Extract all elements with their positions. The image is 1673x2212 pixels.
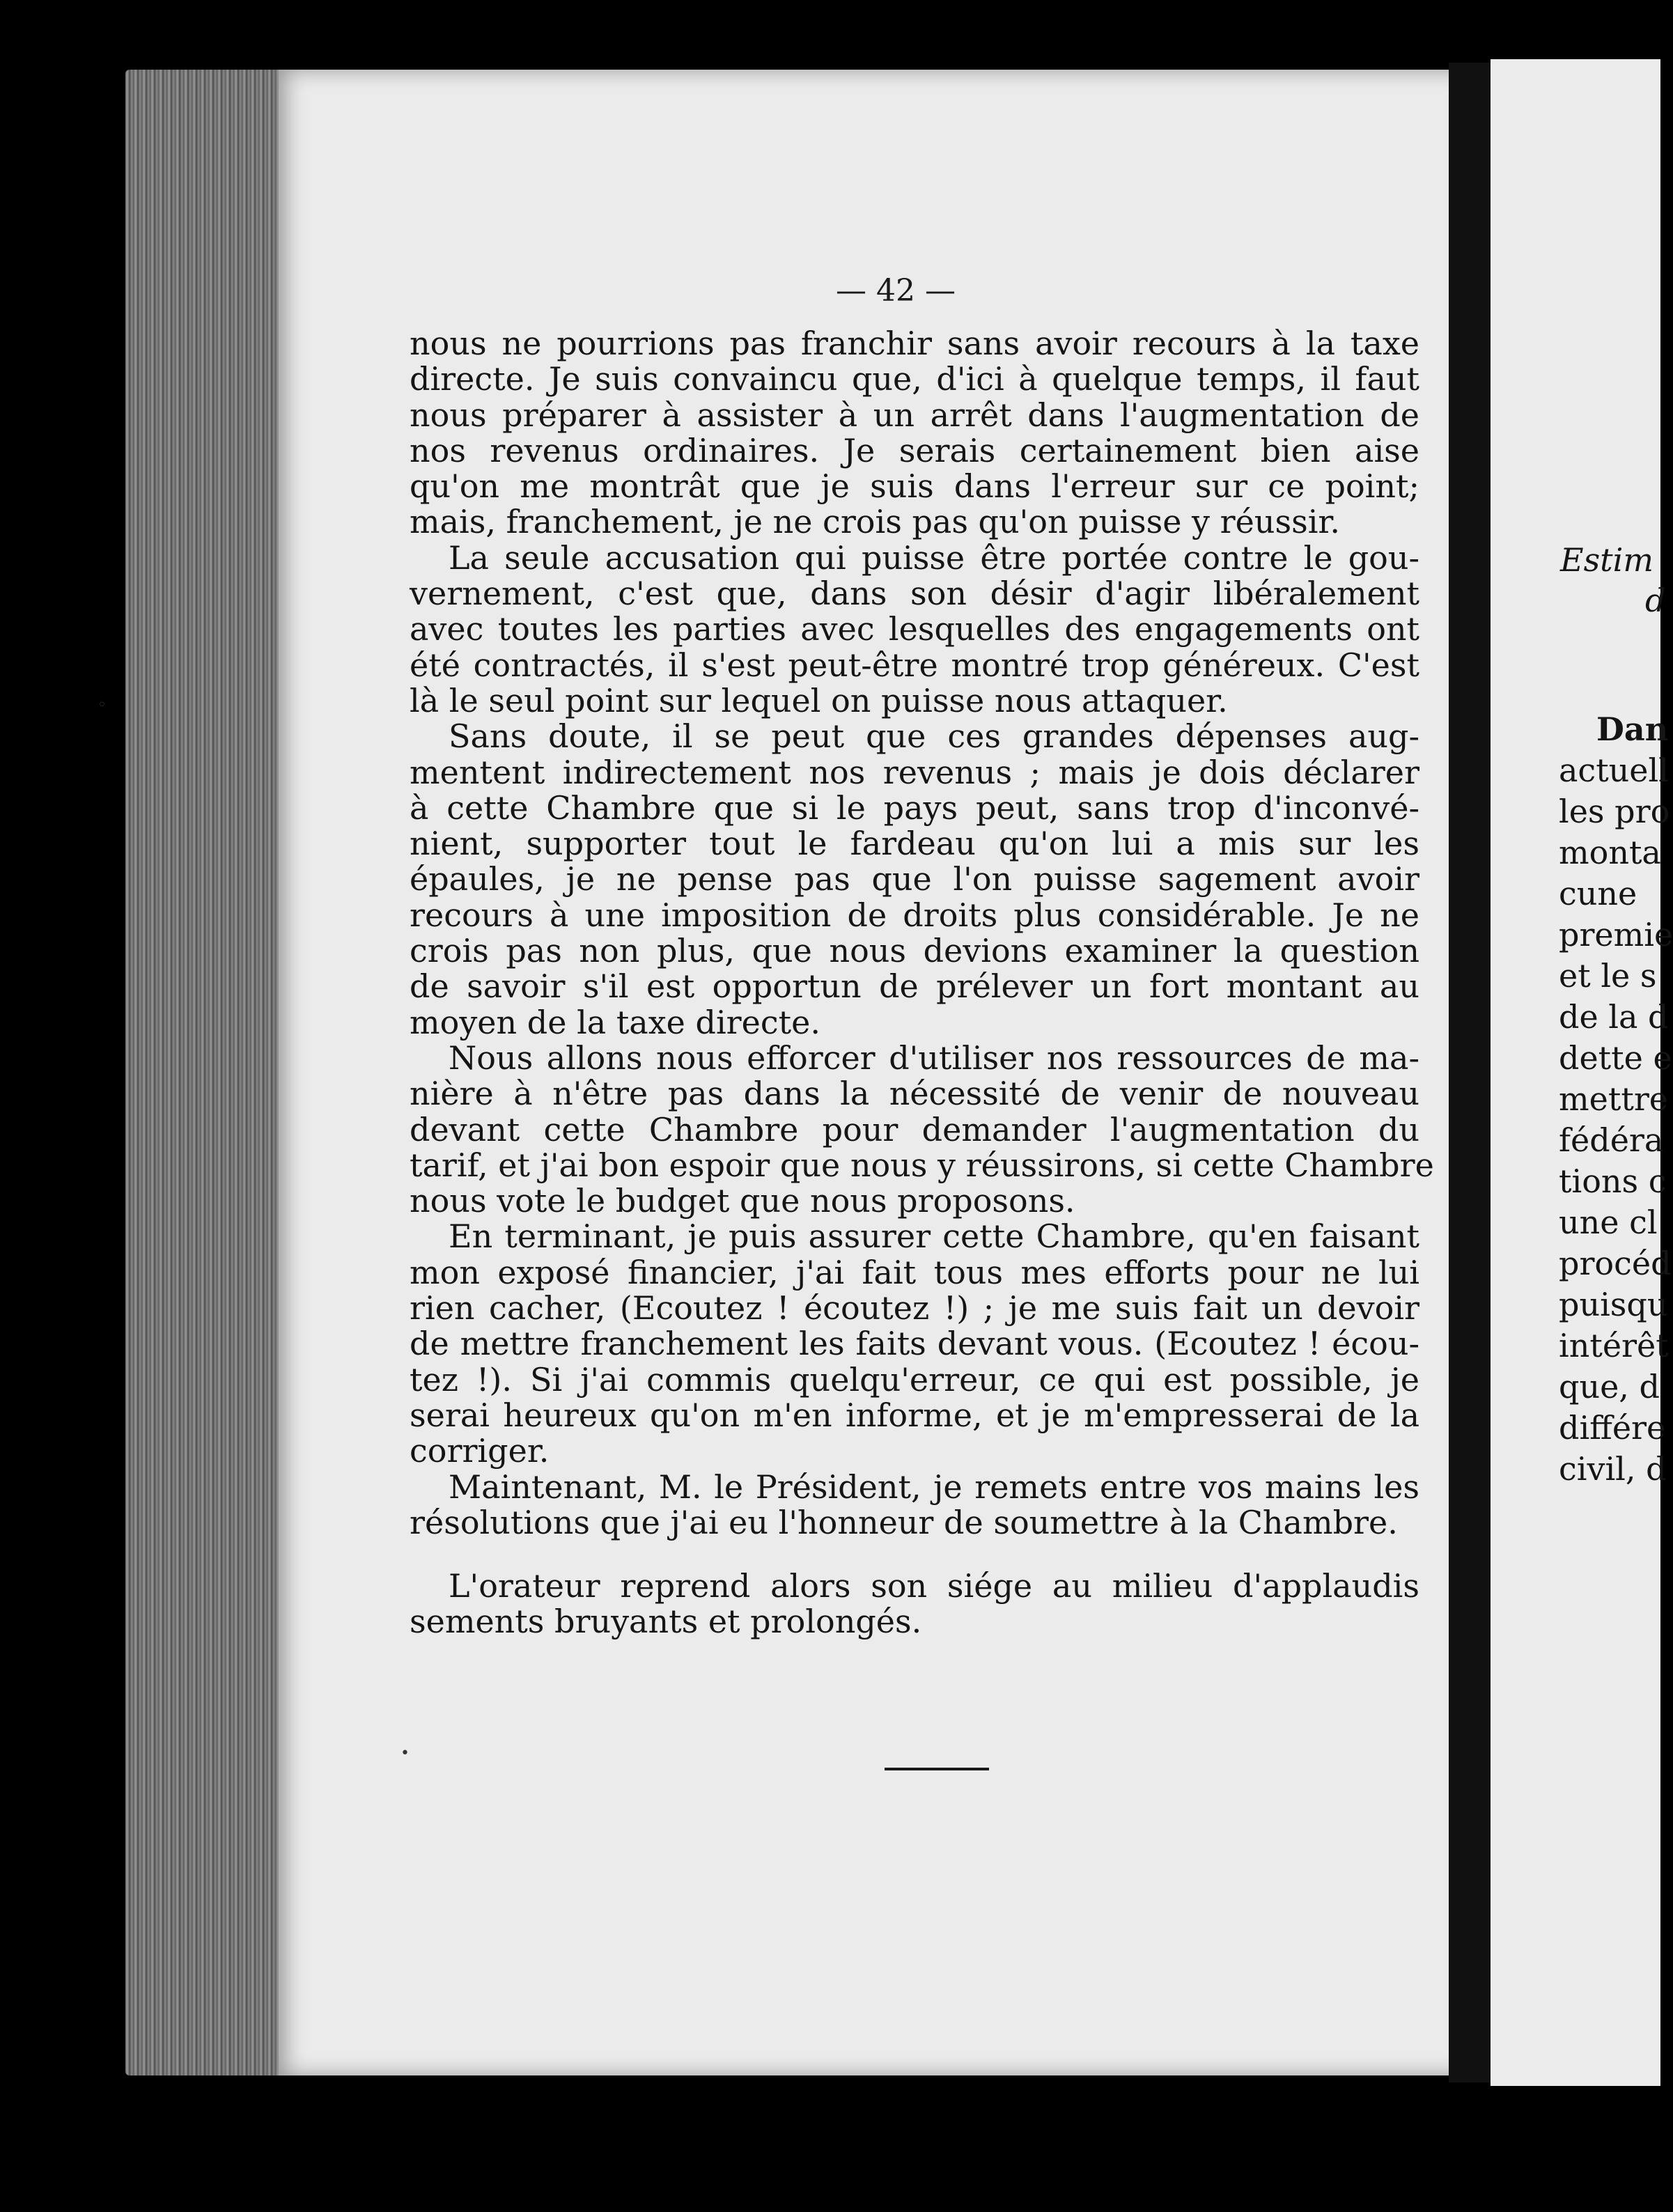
facing-line: de la d [1559, 998, 1669, 1036]
text-line: mentent indirectement nos revenus ; mais je dois déclarer [410, 753, 1419, 791]
facing-line: actuell [1559, 751, 1669, 789]
facing-line: procéd [1559, 1245, 1672, 1282]
page-gutter [1449, 63, 1491, 2082]
text-line: été contractés, il s'est peut-être montré trop généreux. C'est [410, 646, 1419, 684]
text-line: Maintenant, M. le Président, je remets entre vos mains les [449, 1467, 1419, 1506]
text-line: En terminant, je puis assurer cette Chambre, qu'en faisant [449, 1217, 1419, 1256]
text-line: moyen de la taxe directe. [410, 1003, 820, 1041]
text-line: avec toutes les parties avec lesquelles des engagements ont [410, 610, 1419, 648]
book-spine-edge [125, 70, 293, 2075]
facing-line: dette e [1559, 1039, 1672, 1077]
text-line: La seule accusation qui puisse être portée contre le gou- [449, 538, 1419, 577]
facing-line: une cl [1559, 1204, 1658, 1241]
facing-line: civil, d [1559, 1450, 1667, 1488]
facing-line: intérêt [1559, 1327, 1669, 1364]
text-line: sements bruyants et prolongés. [410, 1603, 922, 1641]
facing-line: puisqu [1559, 1286, 1668, 1323]
text-line: de mettre franchement les faits devant vous. (Ecoutez ! écou- [410, 1325, 1419, 1363]
text-line: mais, franchement, je ne crois pas qu'on puisse y réussir. [410, 503, 1340, 541]
margin-speck: ◦ [98, 696, 107, 714]
facing-line: les pro [1559, 793, 1670, 830]
text-line: Nous allons nous efforcer d'utiliser nos ressources de ma- [449, 1038, 1419, 1077]
text-line: crois pas non plus, que nous devions examiner la question [410, 932, 1419, 970]
text-line: nière à n'être pas dans la nécessité de venir de nouveau [410, 1075, 1419, 1113]
text-line: Sans doute, il se peut que ces grandes dépenses aug- [449, 717, 1419, 756]
facing-line: tions c [1559, 1162, 1667, 1200]
text-line: là le seul point sur lequel on puisse nous attaquer. [410, 681, 1228, 719]
facing-line: Dan [1596, 710, 1669, 748]
text-line: devant cette Chambre pour demander l'augmentation du [410, 1110, 1419, 1148]
text-line: vernement, c'est que, dans son désir d'agir libéralement [410, 575, 1419, 613]
text-line: tez !). Si j'ai commis quelqu'erreur, ce qui est possible, je [410, 1360, 1419, 1399]
text-line: recours à une imposition de droits plus considérable. Je ne [410, 896, 1419, 934]
text-line: nient, supporter tout le fardeau qu'on lui a mis sur les [410, 825, 1419, 863]
page-number: — 42 — [836, 273, 956, 309]
facing-heading-2: d [1645, 582, 1666, 619]
text-line: directe. Je suis convaincu que, d'ici à quelque temps, il faut [410, 360, 1419, 398]
text-line: à cette Chambre que si le pays peut, sans trop d'inconvé- [410, 788, 1419, 827]
text-line: nous vote le budget que nous proposons. [410, 1182, 1075, 1220]
text-line: serai heureux qu'on m'en informe, et je m'empresserai de la [410, 1396, 1419, 1434]
text-line: nous ne pourrions pas franchir sans avoir recours à la taxe [410, 325, 1419, 362]
text-line: tarif, et j'ai bon espoir que nous y réussirons, si cette Chambre [410, 1146, 1434, 1184]
closing-rule [885, 1768, 989, 1770]
margin-speck: • [400, 1745, 410, 1762]
facing-line: premie [1559, 916, 1673, 953]
text-line: qu'on me montrât que je suis dans l'erreur sur ce point; [410, 467, 1419, 506]
right-page [1491, 59, 1673, 2086]
body-text [410, 325, 1434, 1641]
text-line: de savoir s'il est opportun de prélever un fort montant au [410, 967, 1419, 1006]
facing-line: fédéra [1559, 1121, 1664, 1159]
text-line: épaules, je ne pense pas que l'on puisse sagement avoir [410, 860, 1419, 898]
facing-line: que, d [1559, 1368, 1660, 1405]
text-line: nous préparer à assister à un arrêt dans l'augmentation de [410, 396, 1419, 434]
facing-line: et le s [1559, 957, 1657, 995]
text-line: résolutions que j'ai eu l'honneur de soumettre à la Chambre. [410, 1503, 1398, 1541]
text-line: corriger. [410, 1432, 550, 1470]
text-line: nos revenus ordinaires. Je serais certainement bien aise [410, 431, 1419, 469]
facing-heading-1: Estim [1560, 541, 1654, 579]
facing-line: mettre [1559, 1080, 1669, 1118]
text-line: mon exposé financier, j'ai fait tous mes efforts pour ne lui [410, 1253, 1419, 1291]
text-line: L'orateur reprend alors son siége au milieu d'applaudis [449, 1567, 1419, 1605]
facing-line: différe [1559, 1409, 1666, 1447]
text-line: rien cacher, (Ecoutez ! écoutez !) ; je me suis fait un devoir [410, 1289, 1419, 1327]
facing-line: cune [1559, 875, 1637, 912]
facing-line: monta [1559, 834, 1661, 871]
